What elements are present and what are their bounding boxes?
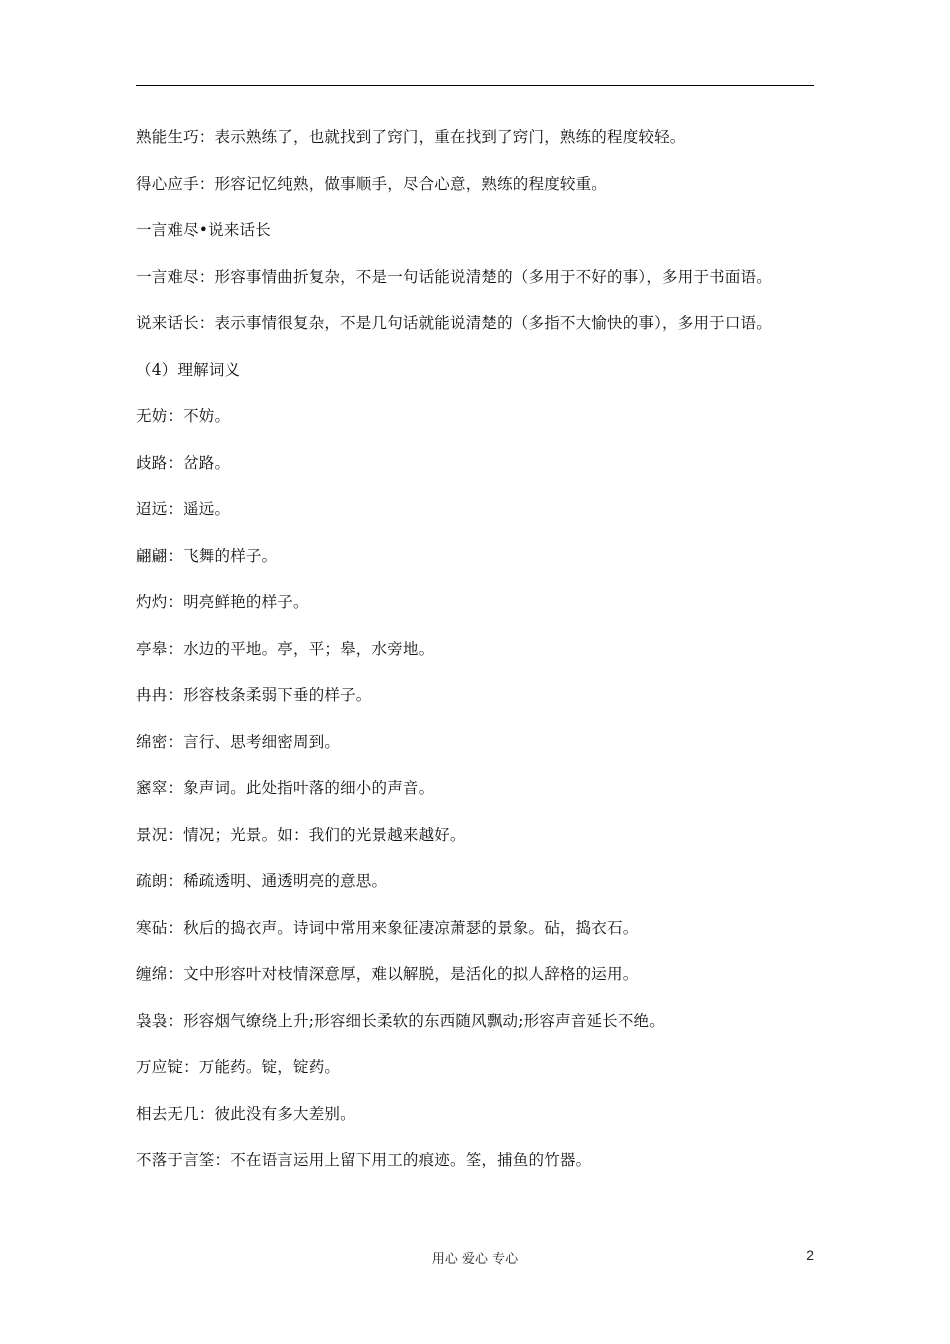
definition-line: 翩翩：飞舞的样子。 [136,546,278,565]
definition-line: 无妨：不妨。 [136,407,231,425]
header-rule [136,85,814,86]
definition-line: 冉冉：形容枝条柔弱下垂的样子。 [136,686,372,704]
definition-line: 缠绵：文中形容叶对枝情深意厚，难以解脱，是活化的拟人辞格的运用。 [136,965,639,983]
text-line: 说来话长：表示事情很复杂，不是几句话就能说清楚的（多指不大愉快的事），多用于口语。 [136,314,772,332]
definition-line: 不落于言筌：不在语言运用上留下用工的痕迹。筌，捕鱼的竹器。 [136,1151,592,1169]
definition-line: 疏朗：稀疏透明、通透明亮的意思。 [136,872,388,890]
text-line: 熟能生巧：表示熟练了，也就找到了窍门，重在找到了窍门，熟练的程度较轻。 [136,128,686,146]
document-body [136,120,826,1190]
section-heading: （4）理解词义 [136,360,241,379]
definition-line: 袅袅：形容烟气缭绕上升;形容细长柔软的东西随风飘动;形容声音延长不绝。 [136,1011,665,1030]
footer-motto: 用心 爱心 专心 [431,1252,519,1267]
definition-line: 万应锭：万能药。锭，锭药。 [136,1058,341,1076]
page-number: 2 [806,1247,814,1263]
section-heading: 一言难尽•说来话长 [136,221,271,239]
definition-line: 寒砧：秋后的捣衣声。诗词中常用来象征凄凉萧瑟的景象。砧，捣衣石。 [136,918,639,937]
text-line: 得心应手：形容记忆纯熟，做事顺手，尽合心意，熟练的程度较重。 [136,174,608,193]
definition-line: 迢远：遥远。 [136,500,231,518]
definition-line: 相去无几：彼此没有多大差别。 [136,1104,356,1123]
definition-line: 灼灼：明亮鲜艳的样子。 [136,593,309,611]
definition-line: 景况：情况；光景。如：我们的光景越来越好。 [136,825,466,844]
definition-line: 窸窣：象声词。此处指叶落的细小的声音。 [136,779,435,797]
definition-line: 歧路：岔路。 [136,453,231,472]
text-line: 一言难尽：形容事情曲折复杂，不是一句话能说清楚的（多用于不好的事），多用于书面语。 [136,267,772,286]
definition-line: 绵密：言行、思考细密周到。 [136,732,341,751]
definition-line: 亭皋：水边的平地。亭，平；皋，水旁地。 [136,639,435,658]
